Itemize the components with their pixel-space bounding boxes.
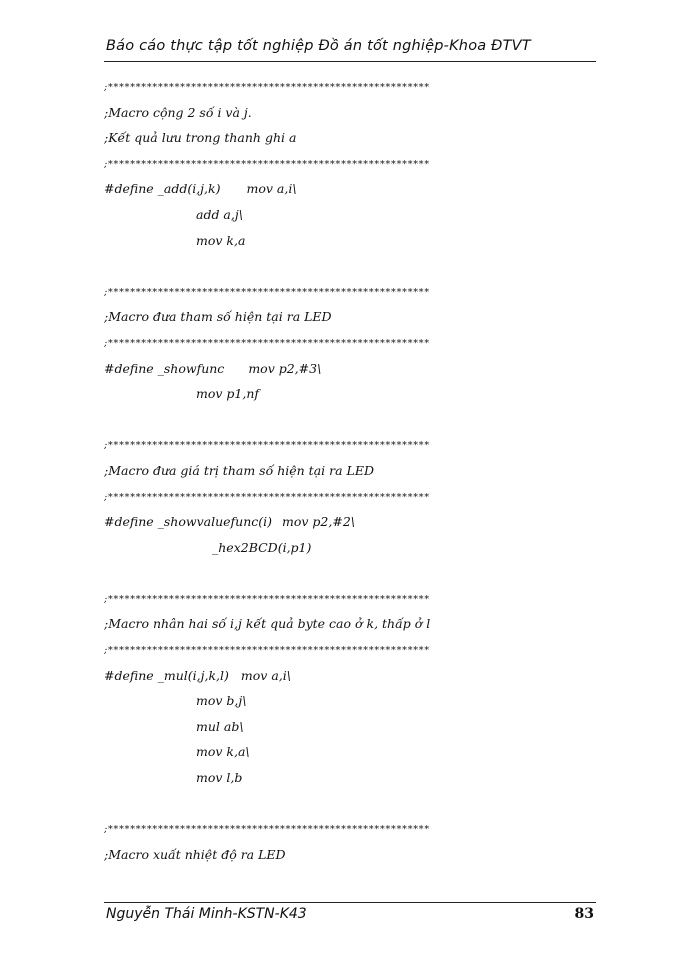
comment-line: ;Macro đưa tham số hiện tại ra LED	[104, 309, 332, 325]
code-statement: mov a,i\	[240, 667, 291, 683]
define-directive: #define _add(i,j,k)	[104, 181, 221, 197]
separator-line: ;**********************************************************	[104, 645, 430, 657]
code-line: mul ab\	[196, 718, 244, 734]
define-directive: #define _mul(i,j,k,l)	[104, 667, 229, 683]
define-line	[104, 663, 604, 689]
separator-line: ;**********************************************************	[104, 158, 430, 170]
separator-line: ;**********************************************************	[104, 593, 430, 605]
define-line	[104, 356, 604, 382]
code-line: _hex2BCD(i,p1)	[212, 539, 312, 555]
page-number: 83	[574, 906, 594, 922]
blank-line	[104, 407, 604, 433]
define-directive: #define _showfunc	[104, 360, 225, 376]
blank-line	[104, 253, 604, 279]
blank-line	[104, 791, 604, 817]
page-header: Báo cáo thực tập tốt nghiệp Đồ án tốt nghiệp-Khoa ĐTVT	[106, 38, 531, 54]
code-line: mov k,a\	[196, 744, 250, 760]
code-statement: mov a,i\	[246, 181, 297, 197]
separator-line: ;**********************************************************	[104, 82, 430, 93]
code-line: mov b,j\	[196, 693, 247, 709]
separator-line: ;**********************************************************	[104, 440, 430, 452]
define-line	[104, 176, 604, 202]
footer-author: Nguyễn Thái Minh-KSTN-K43	[106, 906, 307, 922]
code-statement: mov p2,#3\	[248, 360, 322, 376]
code-line: mov k,a	[196, 232, 246, 248]
comment-line: ;Macro cộng 2 số i và j.	[104, 104, 252, 120]
code-line: mov l,b	[196, 770, 243, 786]
code-statement: mov p2,#2\	[282, 514, 355, 530]
comment-line: ;Macro đưa giá trị tham số hiện tại ra LED	[104, 462, 374, 478]
separator-line: ;**********************************************************	[104, 286, 430, 298]
comment-line: ;Macro nhân hai số i,j kết quả byte cao ở k, thấp ở l	[104, 616, 431, 632]
code-line: add a,j\	[196, 206, 243, 222]
comment-line: ;Kết quả lưu trong thanh ghi a	[104, 130, 297, 146]
blank-line	[104, 560, 604, 586]
code-listing	[104, 74, 604, 867]
define-line	[104, 509, 604, 535]
code-line: mov p1,nf	[196, 386, 260, 402]
define-directive: #define _showvaluefunc(i)	[104, 514, 273, 530]
comment-line: ;Macro xuất nhiệt độ ra LED	[104, 846, 286, 862]
separator-line: ;**********************************************************	[104, 337, 430, 349]
header-divider	[104, 61, 596, 62]
separator-line: ;**********************************************************	[104, 824, 430, 836]
footer-divider	[104, 902, 596, 903]
separator-line: ;**********************************************************	[104, 491, 430, 503]
